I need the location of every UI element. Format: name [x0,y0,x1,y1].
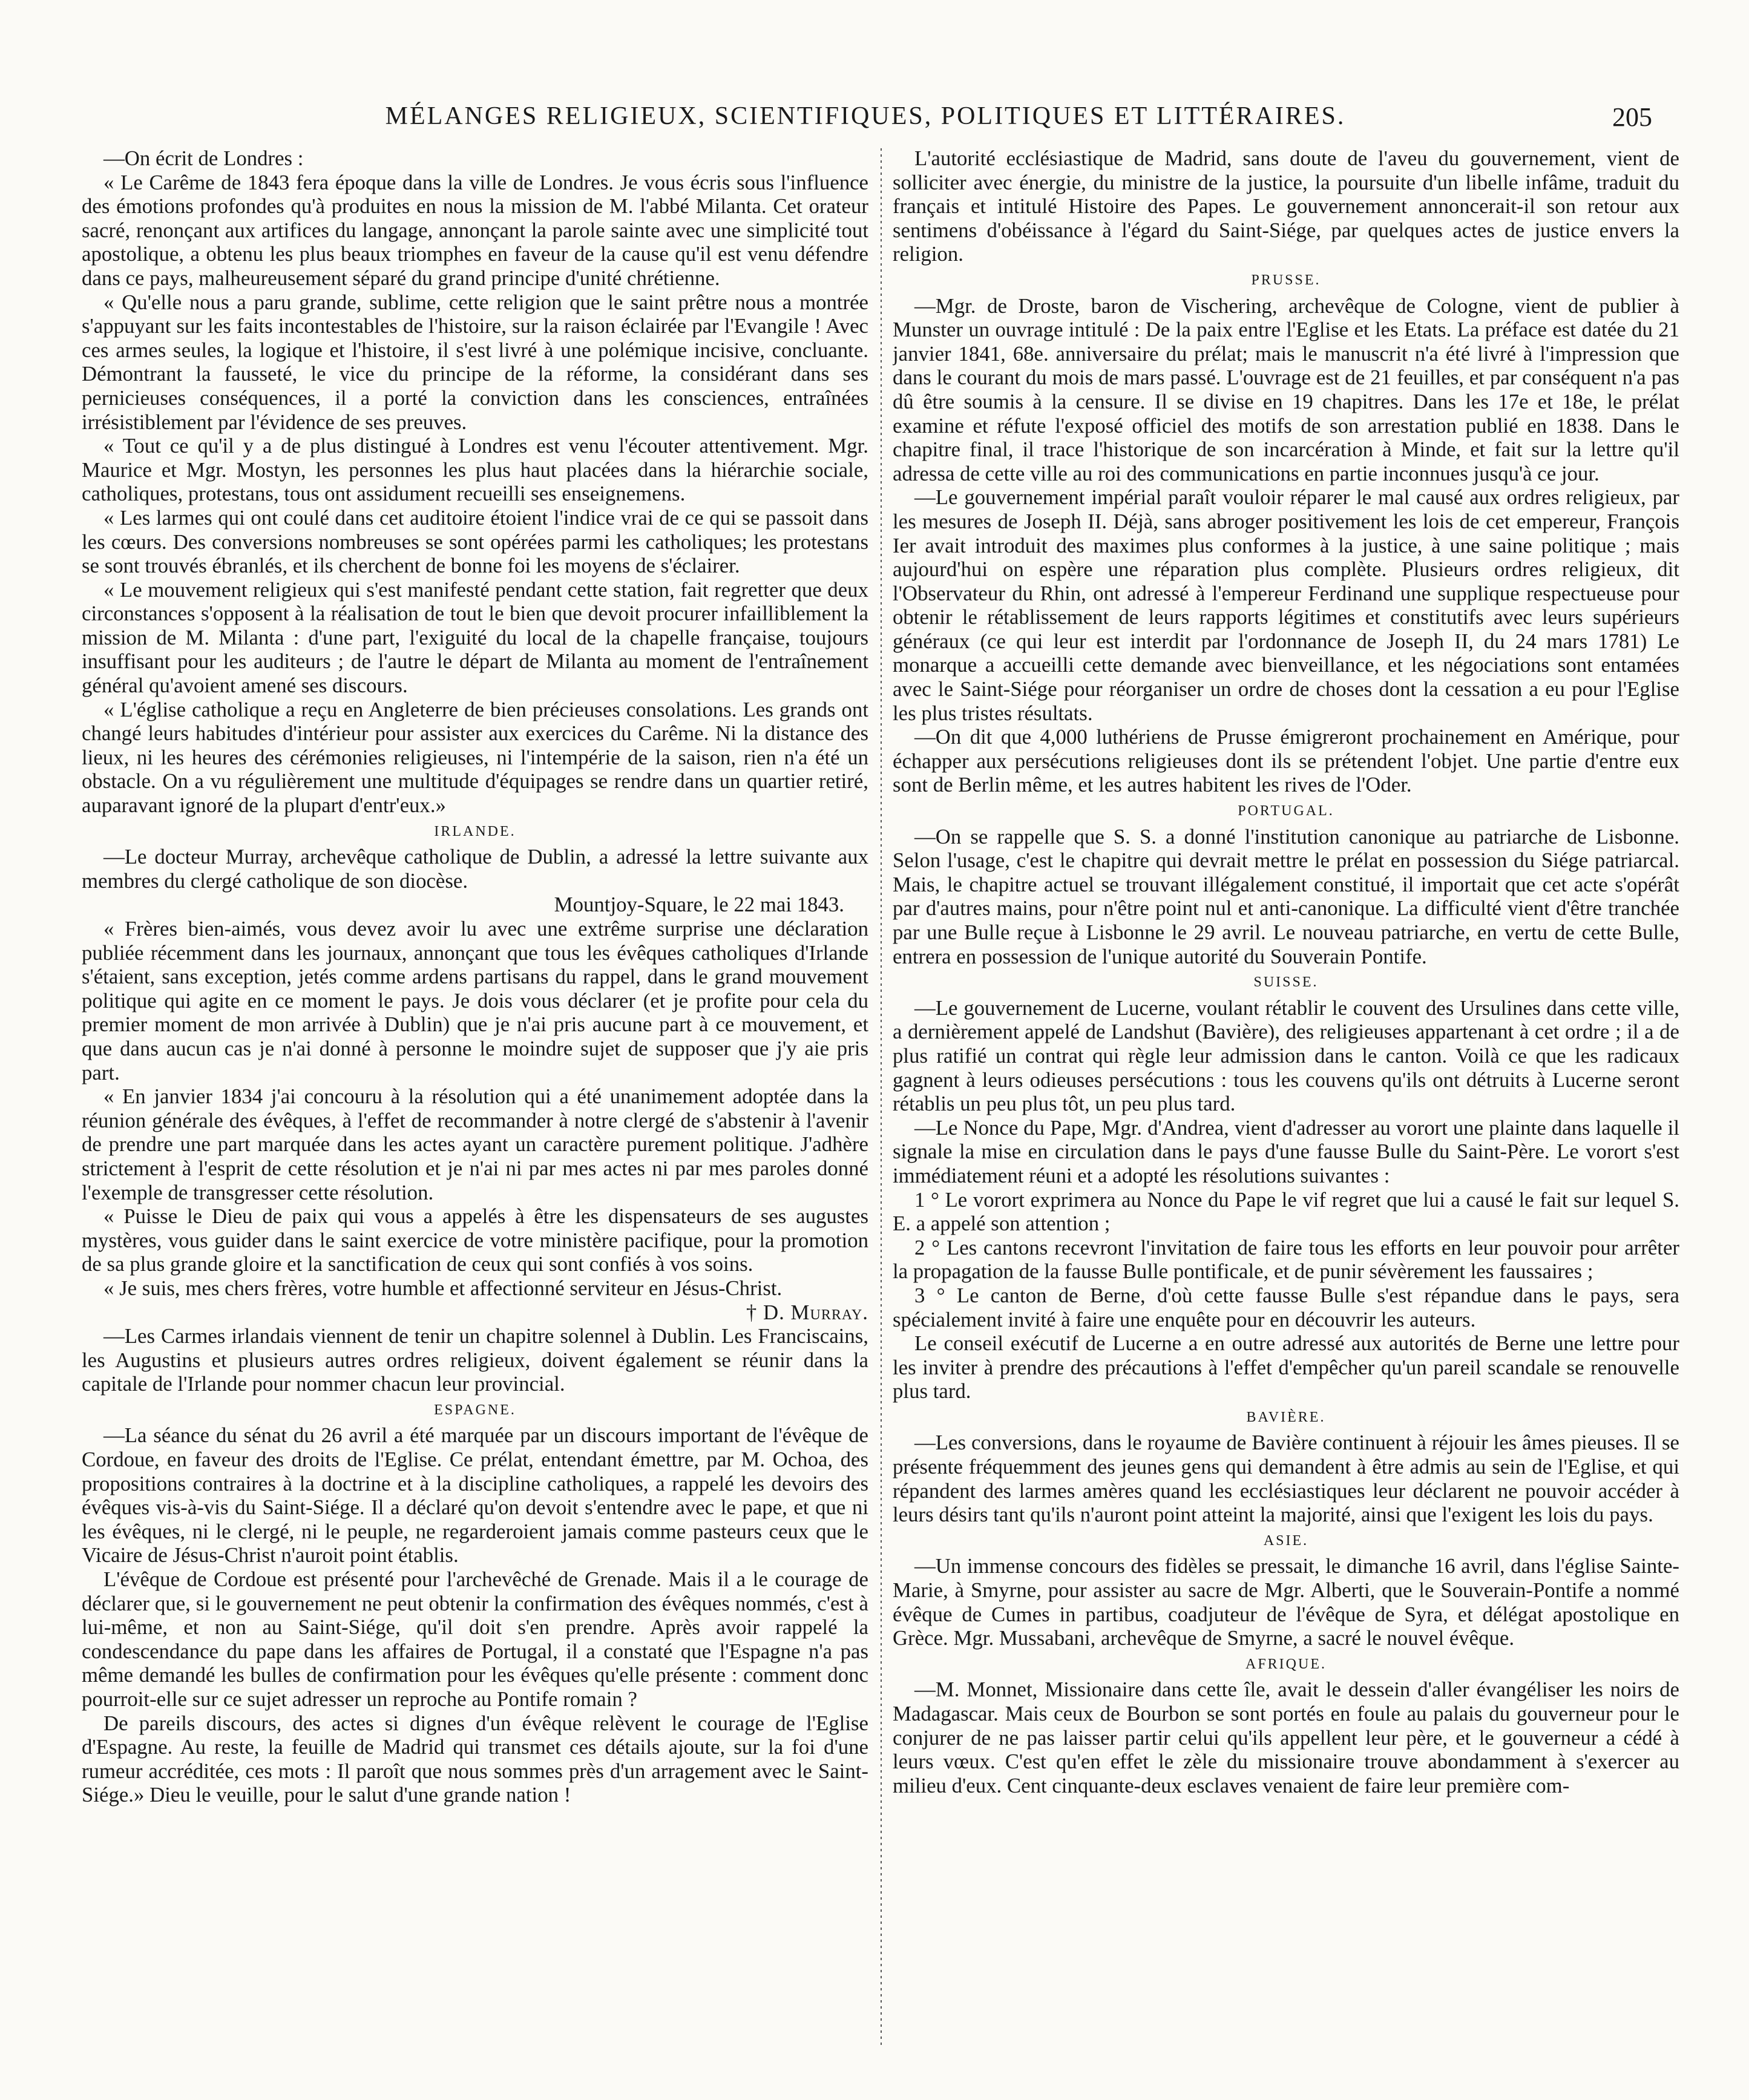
letter-dateline: Mountjoy-Square, le 22 mai 1843. [554,893,844,917]
section-heading-bavaria: BAVIÈRE. [1246,1409,1326,1425]
article-paragraph: « L'église catholique a reçu en Angleterre de bien précieuses consolations. Les grands ont changé leurs habitudes d'intérieur pour assister aux exercices du Carême. Ni la distance des lieux, ni les heures des cérémonies religieuses, ni l'intempérie de la saison, rien n'a été un obstacle. On a vu régulièrement une multitude d'équipages se rendre dans un quartier retiré, auparavant ignoré de la plupart d'entr'eux.» [82,697,868,818]
asia-section [893,1529,1679,1650]
article-paragraph: « Le mouvement religieux qui s'est manifesté pendant cette station, fait regretter que deux circonstances s'opposent à la réalisation de tout le bien que devoit procurer infailliblement la mission de M. Milanta : d'une part, l'exiguité du local de la chapelle française, toujours insuffisant pour les auditeurs ; de l'autre le départ de Milanta au moment de l'entraînement général qu'avoient amené ses discours. [82,577,868,698]
letter-signature [82,1301,868,1325]
article-paragraph: « Frères bien-aimés, vous devez avoir lu avec une extrême surprise une déclaration publiée récemment dans les journaux, annonçant que tous les évêques catholiques d'Irlande s'étaient, sans exception, jetés comme ardens partisans du rappel, dans le grand mouvement politique qui agite en ce moment le pays. Je dois vous déclarer (et je profite pour cela du premier moment de mon arrivée à Dublin) que je n'ai pris aucune part à ce mouvement, et que dans aucun cas je n'ai donné à personne le moindre sujet de supposer que j'y aie pris part. [82,917,868,1084]
article-paragraph: —On dit que 4,000 luthériens de Prusse émigreront prochainement en Amérique, pour échapper aux persécutions religieuses dont ils se prétendent l'objet. Une partie d'entre eux sont de Berlin même, et les autres habitent les rives de l'Oder. [893,725,1679,797]
africa-section [893,1653,1679,1798]
article-paragraph: —On se rappelle que S. S. a donné l'institution canonique au patriarche de Lisbonne. Selon l'usage, c'est le chapitre qui devrait mettre le prélat en possession du Siége patriarcal. Mais, le chapitre actuel se trouvant illégalement constitué, il importait que cet acte s'opérât par d'autres mains, pour n'être point nul et anti-canonique. La difficulté vient d'être tranchée par une Bulle reçue à Lisbonne le 29 avril. Le nouveau patriarche, en vertu de cette Bulle, entrera en possession de l'unique autorité du Souverain Pontife. [893,824,1679,968]
section-heading-asia: ASIE. [1263,1532,1309,1549]
article-paragraph: —Mgr. de Droste, baron de Vischering, archevêque de Cologne, vient de publier à Munster un ouvrage intitulé : De la paix entre l'Eglise et les Etats. La préface est datée du 21 janvier 1841, 68e. anniversaire du prélat; mais le manuscrit n'a été livré à l'impression que dans le courant du mois de mars passé. L'ouvrage est de 21 feuilles, et par conséquent n'a pas dû être soumis à la censure. Il se divise en 19 chapitres. Dans les 17e et 18e, le prélat examine et réfute l'exposé officiel des motifs de son arrestation publié en 1838. Dans le chapitre final, il trace l'historique de son incarcération à Minde, et fait sur la lettre qu'il adressa de cette ville au roi des communications en partie inconnues jusqu'à ce jour. [893,294,1679,485]
article-paragraph: L'autorité ecclésiastique de Madrid, sans doute de l'aveu du gouvernement, vient de solliciter avec énergie, du ministre de la justice, la poursuite d'un libelle infâme, traduit du français et intitulé Histoire des Papes. Le gouvernement annoncerait-il son retour aux sentimens d'obéissance à l'égard du Saint-Siége, par quelques actes de justice envers la religion. [893,146,1679,266]
ireland-section [82,820,868,1396]
article-paragraph: « Je suis, mes chers frères, votre humble et affectionné serviteur en Jésus-Christ. [103,1276,783,1300]
section-heading-switzerland: SUISSE. [1253,974,1319,991]
section-heading-prussia: PRUSSE. [1251,272,1321,288]
article-paragraph: —Le gouvernement de Lucerne, voulant rétablir le couvent des Ursulines dans cette ville, a dernièrement appelé de Landshut (Bavière), des religieuses appartenant à cet ordre ; il a de plus ratifié un contrat qui règle leur admission dans le canton. Voilà ce que les radicaux gagnent à leurs odieuses persécutions : tous les couvens qu'ils ont détruits à Lucerne seront rétablis un peu plus tôt, un peu plus tard. [893,996,1679,1116]
switzerland-section [893,971,1679,1403]
article-paragraph: « En janvier 1834 j'ai concouru à la résolution qui a été unanimement adoptée dans la réunion générale des évêques, à l'effet de recommander à notre clergé de s'abstenir à l'avenir de prendre une part marquée dans les actes ayant un caractère purement politique. J'adhère strictement à l'esprit de cette résolution et je n'ai ni par mes actes ni par mes paroles donné l'exemple de transgresser cette résolution. [82,1084,868,1204]
article-paragraph: —Le Nonce du Pape, Mgr. d'Andrea, vient d'adresser au vorort une plainte dans laquelle il signale la mise en circulation dans le pays d'une fausse Bulle du Saint-Père. Le vorort s'est immédiatement réuni et a adopté les résolutions suivantes : [893,1115,1679,1187]
section-heading-portugal: PORTUGAL. [1238,803,1334,819]
resolution-list [893,1188,1679,1332]
resolution-item: 1 ° Le vorort exprimera au Nonce du Pape le vif regret que lui a causé le fait sur lequel S. E. a appelé son attention ; [893,1187,1679,1236]
article-paragraph: —La séance du sénat du 26 avril a été marquée par un discours important de l'évêque de Cordoue, en faveur des droits de l'Eglise. Ce prélat, entendant émettre, par M. Ochoa, des propositions contraires à la doctrine et à la discipline catholiques, a rappelé les devoirs des évêques vis-à-vis du Saint-Siége. Il a déclaré qu'on devoit s'entendre avec le pape, et que ni les évêques, ni le clergé, ni le peuple, ne regarderoient jamais comme pasteurs ceux que le Vicaire de Jésus-Christ n'auroit point établis. [82,1423,868,1567]
resolution-item: 3 ° Le canton de Berne, d'où cette fausse Bulle s'est répandue dans le pays, sera spécialement invité à faire une enquête pour en découvrir les auteurs. [893,1283,1679,1331]
article-paragraph: Le conseil exécutif de Lucerne a en outre adressé aux autorités de Berne une lettre pour les inviter à prendre des précautions à l'effet d'empêcher qu'un pareil scandale se renouvelle plus tard. [893,1331,1679,1403]
article-paragraph: —Les conversions, dans le royaume de Bavière continuent à réjouir les âmes pieuses. Il se présente fréquemment des jeunes gens qui demandent à être admis au sein de l'Eglise, et qui répandent des larmes amères quand les ecclésiastiques leur déclarent ne pouvoir accéder à leurs désirs tant qu'ils n'auront point atteint la majorité, ainsi que l'exigent les lois du pays. [893,1431,1679,1527]
signature-name: † D. Murray. [746,1300,868,1324]
section-heading-africa: AFRIQUE. [1245,1656,1327,1672]
page-header [79,102,1652,138]
page-number: 205 [1612,102,1652,132]
article-paragraph: L'évêque de Cordoue est présenté pour l'archevêché de Grenade. Mais il a le courage de déclarer que, si le gouvernement ne peut obtenir la confirmation des évêques nommés, c'est à lui-même, et non au Saint-Siége, qu'il doit s'en prendre. Après avoir rappelé la condescendance du pape dans les affaires de Portugal, il a constaté que l'Espagne n'a pas même demandé les bulles de confirmation pour les évêques qu'elle présente : comment donc pourroit-elle sur ce sujet adresser un reproche au Pontife romain ? [82,1567,868,1711]
column-divider [881,148,882,2049]
article-paragraph: « Les larmes qui ont coulé dans cet auditoire étoient l'indice vrai de ce qui se passoit dans les cœurs. Des conversions nombreuses se sont opérées parmi les catholiques; les protestans se sont trouvés ébranlés, et ils cherchent de bonne foi les moyens de s'éclairer. [82,505,868,578]
running-title: MÉLANGES RELIGIEUX, SCIENTIFIQUES, POLITIQUES ET LITTÉRAIRES. [385,102,1346,130]
article-intro: —Le docteur Murray, archevêque catholique de Dublin, a adressé la lettre suivante aux membres du clergé catholique de son diocèse. [82,845,868,893]
spain-section [82,1399,868,1807]
prussia-section [893,269,1679,797]
article-paragraph: —Les Carmes irlandais viennent de tenir un chapitre solennel à Dublin. Les Franciscains, les Augustins et plusieurs autres ordres religieux, doivent également se réunir dans la capitale de l'Irlande pour nommer chacun leur provincial. [82,1324,868,1396]
bavaria-section [893,1406,1679,1527]
section-heading-spain: ESPAGNE. [434,1402,516,1418]
article-intro: —On écrit de Londres : [103,146,304,170]
article-paragraph: « Puisse le Dieu de paix qui vous a appelés à être les dispensateurs de ses augustes mystères, vous guider dans le saint exercice de votre ministère pacifique, pour la promotion de sa plus grande gloire et la sanctification de ceux qui sont confiés à vos soins. [82,1204,868,1276]
article-paragraph: « Tout ce qu'il y a de plus distingué à Londres est venu l'écouter attentivement. Mgr. Maurice et Mgr. Mostyn, les personnes les plus haut placées dans la hiérarchie sociale, catholiques, protestans, tous ont assidument recueilli ses enseignemens. [82,434,868,506]
article-paragraph: De pareils discours, des actes si dignes d'un évêque relèvent le courage de l'Eglise d'Espagne. Au reste, la feuille de Madrid qui transmet ces détails ajoute, sur la foi d'une rumeur accréditée, ces mots : Il paroît que nous sommes près d'un arragement avec le Saint-Siége.» Dieu le veuille, pour le salut d'une grande nation ! [82,1711,868,1807]
right-column [893,146,1679,2053]
left-column [82,146,868,2053]
london-article [82,146,868,818]
resolution-item: 2 ° Les cantons recevront l'invitation de faire tous les efforts en leur pouvoir pour arrêter la propagation de la fausse Bulle pontificale, et de punir sévèrement les faussaires ; [893,1235,1679,1284]
section-heading-ireland: IRLANDE. [434,823,516,839]
article-paragraph: « Qu'elle nous a paru grande, sublime, cette religion que le saint prêtre nous a montrée s'appuyant sur les faits incontestables de l'histoire, sur la raison éclairée par l'Evangile ! Avec ces armes seules, la logique et l'histoire, il s'est livré à une polémique incisive, concluante. Démontrant la fausseté, le vice du principe de la réforme, la considérant dans ses pernicieuses conséquences, il a porté la conviction dans les consciences, entraînées irrésistiblement par l'évidence de ses preuves. [82,290,868,434]
article-paragraph: « Le Carême de 1843 fera époque dans la ville de Londres. Je vous écris sous l'influence des émotions profondes qu'à produites en nous la mission de M. l'abbé Milanta. Cet orateur sacré, renonçant aux artifices du langage, annonçant la parole sainte avec une simplicité tout apostolique, a obtenu les plus beaux triomphes en faveur de la cause qu'il est venu défendre dans ce pays, malheureusement séparé du grand principe d'unité chrétienne. [82,170,868,290]
article-paragraph: —M. Monnet, Missionaire dans cette île, avait le dessein d'aller évangéliser les noirs de Madagascar. Mais ceux de Bourbon se sont portés en foule au palais du gouverneur pour le conjurer de ne pas laisser partir celui qu'ils appellent leur père, et le gouverneur a cédé à leurs vœux. C'est qu'en effet le zèle du missionaire trouve abondamment à s'exercer au milieu d'eux. Cent cinquante-deux esclaves venaient de faire leur première com- [893,1678,1679,1797]
article-paragraph: —Un immense concours des fidèles se pressait, le dimanche 16 avril, dans l'église Sainte-Marie, à Smyrne, pour assister au sacre de Mgr. Alberti, que le Souverain-Pontife a nommé évêque de Cumes in partibus, coadjuteur de l'évêque de Syra, et délégat apostolique en Grèce. Mgr. Mussabani, archevêque de Smyrne, a sacré le nouvel évêque. [893,1554,1679,1650]
article-paragraph: —Le gouvernement impérial paraît vouloir réparer le mal causé aux ordres religieux, par les mesures de Joseph II. Déjà, sans abroger positivement les lois de cet empereur, François Ier avait introduit des maximes plus conformes à la justice, à une saine politique ; mais aujourd'hui on espère une réparation plus complète. Plusieurs ordres religieux, dit l'Observateur du Rhin, ont adressé à l'empereur Ferdinand une supplique respectueuse pour obtenir le rétablissement de leurs rapports légitimes et constitutifs avec leurs supérieurs généraux (ce qui leur est interdit par l'ordonnance de Joseph II, du 24 mars 1781) Le monarque a accueilli cette demande avec bienveillance, et les négociations sont entamées avec le Saint-Siége pour réorganiser un ordre de choses dont la cessation a eu pour l'Eglise les plus tristes résultats. [893,485,1679,725]
portugal-section [893,799,1679,968]
